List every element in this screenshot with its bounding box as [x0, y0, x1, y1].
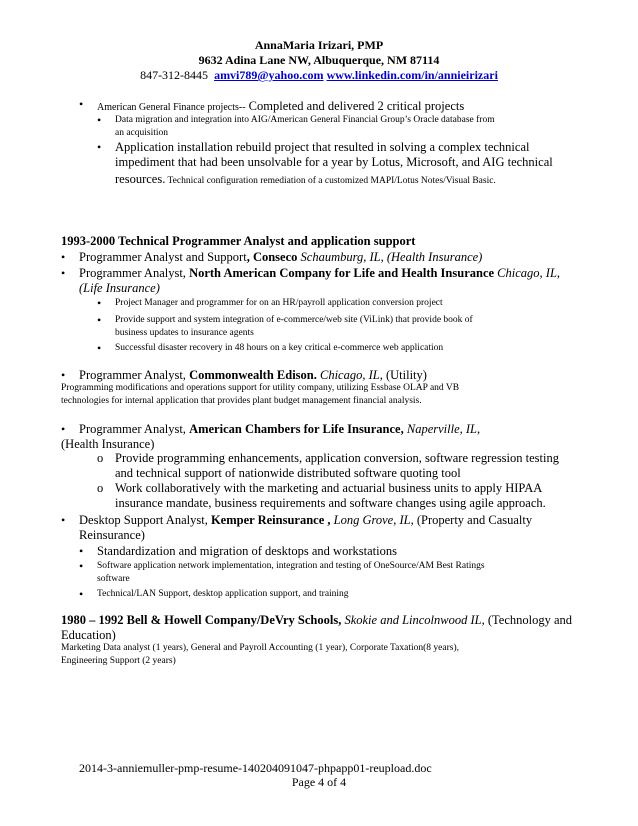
- ce-desc-line2: technologies for internal application that provides plant budget management financial analysis.: [61, 396, 422, 406]
- na-location: Chicago, IL,: [494, 266, 561, 280]
- bullet-icon: •: [61, 266, 66, 280]
- bullet-icon: •: [97, 140, 102, 154]
- job-conseco: [79, 250, 482, 265]
- job-north-american: [79, 266, 560, 281]
- ce-company: Commonwealth Edison.: [189, 368, 317, 382]
- kr-location: Long Grove, IL: [333, 513, 411, 527]
- footer-page-number: Page 4 of 4: [291, 775, 347, 789]
- kr-industry-cont: Reinsurance): [79, 528, 145, 542]
- ac-item-1-line1: Provide programming enhancements, application conversion, software regression testing: [115, 451, 559, 465]
- kr-sep: ,: [324, 513, 334, 527]
- circle-bullet-icon: o: [97, 451, 104, 465]
- bullet-icon: •: [61, 368, 66, 382]
- ac-role: Programmer Analyst,: [79, 422, 190, 436]
- na-company: North American Company for Life and Health Insurance: [189, 266, 495, 280]
- aig-item-2-line1: Application installation rebuild project that resulted in solving a complex technical: [115, 140, 530, 154]
- aig-remediation: Technical configuration remediation of a customized MAPI/Lotus Notes/Visual Basic.: [165, 176, 496, 186]
- bullet-icon: •: [97, 113, 102, 127]
- aig-item-1-line1: Data migration and integration into AIG/American General Financial Group’s Oracle database from: [115, 115, 495, 125]
- bullet-icon: •: [79, 97, 84, 111]
- bullet-icon: •: [79, 544, 84, 558]
- bh-industry-cont: Education): [61, 628, 116, 642]
- conseco-role: Programmer Analyst and Support: [79, 250, 247, 264]
- ac-company: American Chambers for Life Insurance,: [189, 422, 404, 436]
- resume-address: 9632 Adina Lane NW, Albuquerque, NM 87114: [198, 53, 440, 67]
- bullet-icon: •: [97, 313, 102, 327]
- na-role: Programmer Analyst,: [79, 266, 190, 280]
- aig-item-1-line2: an acquisition: [115, 128, 169, 138]
- section-heading-1980: [61, 613, 572, 628]
- ac-item-2-line2: insurance mandate, business requirements and software changes using agile approach.: [115, 496, 546, 510]
- contact-line: [0, 68, 638, 83]
- na-item-1: Project Manager and programmer for on an HR/payroll application conversion project: [115, 298, 443, 308]
- bh-desc-line2: Engineering Support (2 years): [61, 656, 176, 666]
- ac-item-2-line1: Work collaboratively with the marketing and actuarial business units to apply HIPAA: [115, 481, 543, 495]
- kr-item-2-line2: software: [97, 574, 130, 584]
- kr-item-3: Technical/LAN Support, desktop application support, and training: [97, 589, 349, 599]
- bullet-icon: •: [97, 341, 102, 355]
- section-heading-1993: 1993-2000 Technical Programmer Analyst and application support: [61, 234, 416, 248]
- kr-item-1: Standardization and migration of desktops and workstations: [97, 544, 397, 558]
- ac-location: Naperville, IL,: [403, 422, 481, 436]
- bh-industry: (Technology and: [484, 613, 573, 627]
- job-commonwealth-edison: [79, 368, 427, 383]
- bh-company: 1980 – 1992 Bell & Howell Company/DeVry Schools,: [61, 613, 342, 627]
- na-item-2-line1: Provide support and system integration of e-commerce/web site (ViLink) that provide book of: [115, 315, 473, 325]
- aig-item-2-line2: impediment that had been unsolvable for a year by Lotus, Microsoft, and AIG technical: [115, 155, 553, 169]
- ac-industry: (Health Insurance): [61, 437, 155, 451]
- ce-desc-line1: Programming modifications and operations support for utility company, utilizing Essbase OLAP and VB: [61, 383, 460, 393]
- kr-industry: , (Property and Casualty: [410, 513, 533, 527]
- job-american-chambers: [79, 422, 480, 437]
- ce-location: Chicago, IL,: [316, 368, 383, 382]
- kr-role: Desktop Support Analyst,: [79, 513, 211, 527]
- aig-resources: resources.: [115, 172, 166, 186]
- bullet-icon: •: [61, 250, 66, 264]
- email-link[interactable]: amvi789@yahoo.com: [214, 68, 324, 82]
- conseco-location: Schaumburg, IL, (Health Insurance): [300, 250, 483, 264]
- bullet-icon: •: [61, 422, 66, 436]
- aig-heading: [97, 97, 464, 115]
- resume-name: AnnaMaria Irizari, PMP: [254, 38, 384, 52]
- linkedin-link[interactable]: www.linkedin.com/in/annieirizari: [326, 68, 498, 82]
- bullet-icon: •: [97, 296, 102, 310]
- na-item-3: Successful disaster recovery in 48 hours on a key critical e-commerce web application: [115, 343, 444, 353]
- aig-item-2-line3: [115, 170, 496, 188]
- na-item-2-line2: business updates to insurance agents: [115, 328, 254, 338]
- job-kemper: [79, 513, 532, 528]
- footer-filename: 2014-3-anniemuller-pmp-resume-140204091047-phpapp01-reupload.doc: [79, 761, 432, 775]
- ce-industry: (Utility): [382, 368, 427, 382]
- kr-item-2-line1: Software application network implementation, integration and testing of OneSource/AM Best Ratings: [97, 561, 485, 571]
- bullet-icon: •: [79, 559, 84, 573]
- kr-company: Kemper Reinsurance: [210, 513, 325, 527]
- bullet-icon: •: [79, 587, 84, 601]
- circle-bullet-icon: o: [97, 481, 104, 495]
- conseco-company: , Conseco: [246, 250, 301, 264]
- ac-item-1-line2: and technical support of nationwide distributed software quoting tool: [115, 466, 461, 480]
- bh-desc-line1: Marketing Data analyst (1 years), General and Payroll Accounting (1 year), Corporate Taxation(8 years),: [61, 643, 460, 653]
- aig-lead: American General Finance projects--: [97, 102, 246, 113]
- aig-summary: Completed and delivered 2 critical projects: [245, 99, 465, 113]
- na-industry: (Life Insurance): [79, 281, 160, 295]
- bh-location: Skokie and Lincolnwood IL,: [341, 613, 485, 627]
- ce-role: Programmer Analyst,: [79, 368, 190, 382]
- phone: 847-312-8445: [140, 68, 209, 82]
- bullet-icon: •: [61, 513, 66, 527]
